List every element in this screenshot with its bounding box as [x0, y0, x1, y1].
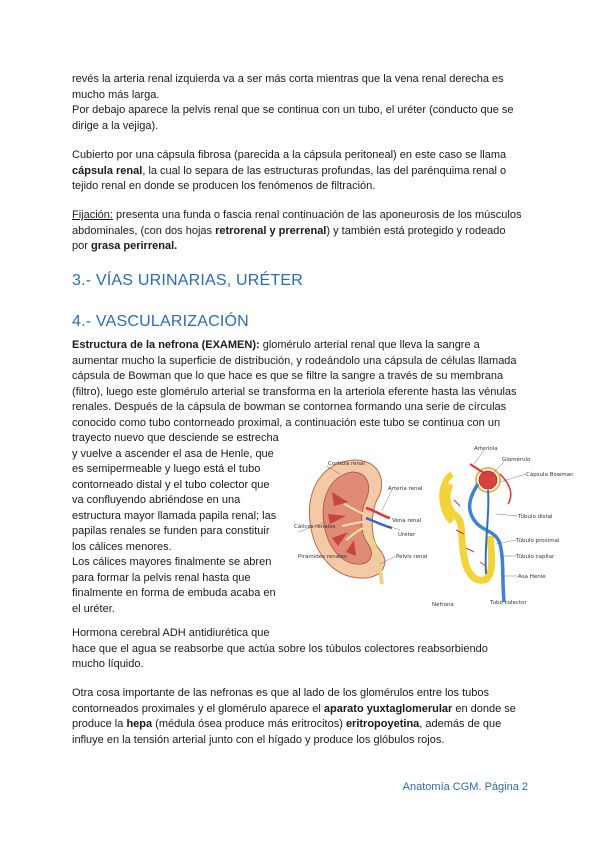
text-line: influye en la tensión arterial junto con el hígado y produce los glóbulos rojos. [72, 733, 445, 746]
bold-term: eritropoyetina [345, 718, 420, 730]
figure-label: Túbulo proximal [516, 538, 560, 544]
figure-label: Pelvis renal [396, 554, 428, 560]
text-span: por [72, 240, 91, 252]
text-line: tejido renal en donde se producen los fenómenos de filtración. [72, 180, 376, 192]
text-line [72, 338, 530, 354]
text-line: Otra cosa importante de las nefronas es que al lado de los glomérulos entre los tubos [72, 687, 490, 699]
text-line: papilas renales se funden para constituir [72, 525, 270, 537]
figure-label: Glomérulo [502, 457, 531, 463]
text-span: ) y también está protegido y rodeado [326, 224, 506, 237]
text-line: para formar la pelvis renal hasta que [72, 571, 251, 584]
text-span: presenta una funda o fascia renal continuación de las aponeurosis de los músculos [112, 209, 522, 221]
text-line: Por debajo aparece la pelvis renal que se continua con un tubo, el uréter (conducto que se [72, 104, 514, 116]
text-line: el uréter. [72, 602, 115, 615]
bold-term: cápsula renal [72, 164, 143, 177]
text-line [72, 224, 532, 240]
text-span: contorneados proximales y el glomérulo aparece el [72, 702, 324, 715]
figure-label: Arteriola [474, 446, 498, 452]
text-line: los cálices menores. [72, 540, 172, 553]
text-line: es semipermeable y luego está el tubo [72, 463, 261, 475]
text-line [72, 164, 532, 180]
text-line [72, 717, 532, 733]
text-span: (médula ósea produce más eritrocitos) [152, 718, 346, 730]
text-line: conocido como tubo contorneado proximal, a continuación este tubo se continua con un [72, 416, 501, 429]
bold-term: aparato yuxtaglomerular [323, 702, 453, 715]
paragraph-adh [72, 626, 532, 673]
text-line: va confluyendo abriéndose en una [72, 494, 241, 506]
figure-label: Túbulo distal [518, 514, 553, 520]
text-line: y vuelve a ascender el asa de Henle, que [72, 447, 274, 460]
text-line: Los cálices mayores finalmente se abren [72, 556, 272, 568]
text-line: dirige a la vejiga). [72, 119, 159, 132]
paragraph-renal-capsule [72, 148, 532, 195]
text-line: Hormona cerebral ADH antidiurética que [72, 627, 270, 639]
bold-term: retrorenal y prerrenal [215, 224, 327, 237]
bold-term: grasa perirrenal. [90, 240, 178, 252]
text-line [72, 702, 532, 718]
underlined-term: Fijación: [72, 209, 113, 221]
text-line: revés la arteria renal izquierda va a ser más corta mientras que la vena renal derecha es [72, 73, 504, 85]
text-line [72, 239, 532, 255]
text-line: finalmente en forma de embuda acaba en [72, 587, 276, 599]
figure-label: Vena renal [392, 518, 422, 524]
kidney-cross-section-figure [292, 452, 426, 586]
figure-label: Asa Henle [518, 574, 546, 580]
text-span: , además de que [419, 718, 502, 730]
text-line: (filtro), luego este glomérulo arterial se transforma en la arteriola eferente hasta las vénulas [72, 385, 517, 398]
text-line: estructura mayor llamada papila renal; las [72, 509, 277, 522]
figure-label: Arteria renal [388, 486, 423, 492]
figure-label: Cápsula Bowman [526, 472, 574, 478]
text-line: trayecto nuevo que desciende se estrecha [72, 432, 279, 444]
figure-label: Corteza renal [328, 461, 365, 467]
figure-label: Pirámides renales [298, 554, 347, 560]
text-line: mucho líquido. [72, 658, 144, 670]
text-line: cápsula de Bowman que lo que hace es que se filtre la sangre a través de su membrana [72, 370, 504, 382]
text-line [72, 208, 532, 224]
section-heading-vascularization: 4.- VASCULARIZACIÓN [72, 313, 249, 330]
figure-label: Uréter [398, 532, 416, 538]
figure-label: Cálices renales [294, 524, 336, 530]
text-line: hace que el agua se reabsorbe que actúa sobre los túbulos colectores reabsorbiendo [72, 642, 488, 655]
text-span: glomérulo arterial renal que lleva la sangre a [259, 339, 480, 351]
text-span: produce la [72, 718, 127, 730]
text-span: , la cual lo separa de las estructuras profundas, las del parénquima renal o [142, 164, 507, 177]
text-span: en donde se [452, 702, 516, 715]
paragraph-fixation [72, 208, 532, 255]
page-footer: Anatomía CGM. Página 2 [402, 781, 528, 793]
paragraph-renal-artery [72, 72, 532, 134]
paragraph-juxtaglomerular [72, 686, 532, 748]
text-line: mucho más larga. [72, 88, 160, 101]
text-span: abdominales, (con dos hojas [72, 224, 216, 237]
figure-label: Tubo colector [490, 600, 527, 606]
text-line: Cubierto por una cápsula fibrosa (parecida a la cápsula peritoneal) en este caso se llama [72, 149, 507, 161]
figure-label: Nefrona [432, 602, 454, 608]
text-line: aumentar mucho la superficie de distribución, y rodeándolo una cápsula de células llamada [72, 354, 517, 367]
text-line: renales. Después de la cápsula de bowman se contornea formando una serie de círculas [72, 401, 507, 413]
bold-term: Estructura de la nefrona (EXAMEN): [72, 339, 260, 351]
bold-term: hepa [126, 718, 153, 730]
figure-label: Túbulo capilar [516, 554, 555, 560]
section-heading-urinary: 3.- VÍAS URINARIAS, URÉTER [72, 272, 304, 289]
text-line: contorneado distal y el tubo colector que [72, 478, 270, 491]
nephron-figure [430, 444, 574, 608]
